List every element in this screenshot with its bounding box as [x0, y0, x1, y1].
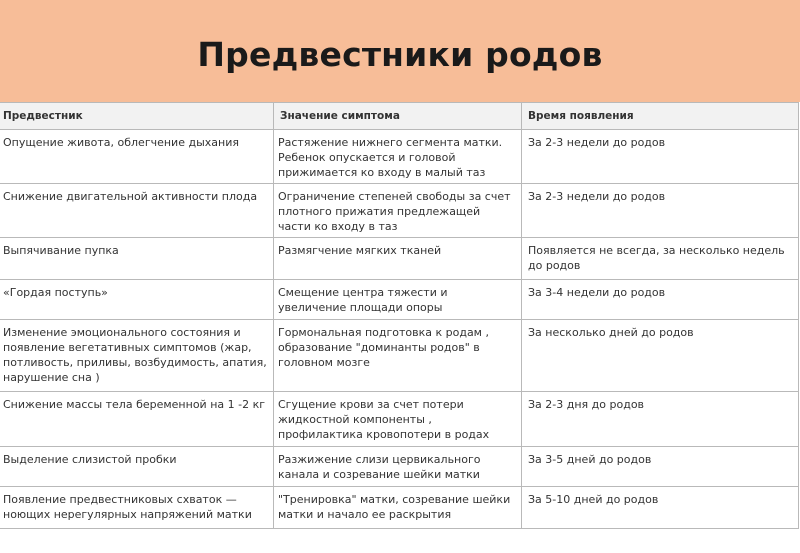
cell-precursor: Опущение живота, облегчение дыхания [0, 130, 274, 184]
table-row [0, 238, 799, 280]
table-row [0, 130, 799, 184]
cell-onset-time: Появляется не всегда, за несколько недель до родов [522, 238, 799, 280]
cell-onset-time: За 2-3 недели до родов [522, 184, 799, 238]
cell-symptom-meaning: Разжижение слизи цервикального канала и созревание шейки матки [274, 447, 522, 487]
cell-precursor: Появление предвестниковых схваток — ноющих нерегулярных напряжений матки [0, 487, 274, 529]
table-row [0, 487, 799, 529]
table-row [0, 320, 799, 392]
cell-onset-time: За 2-3 дня до родов [522, 392, 799, 447]
cell-symptom-meaning: Сгущение крови за счет потери жидкостной компоненты , профилактика кровопотери в родах [274, 392, 522, 447]
cell-symptom-meaning: Размягчение мягких тканей [274, 238, 522, 280]
page-title: Предвестники родов [197, 34, 603, 74]
cell-precursor: Снижение двигательной активности плода [0, 184, 274, 238]
cell-precursor: Выделение слизистой пробки [0, 447, 274, 487]
header-symptom-meaning: Значение симптома [274, 103, 522, 130]
cell-precursor: Снижение массы тела беременной на 1 -2 кг [0, 392, 274, 447]
cell-symptom-meaning: Растяжение нижнего сегмента матки. Ребенок опускается и головой прижимается ко входу в малый таз [274, 130, 522, 184]
table-row [0, 392, 799, 447]
cell-symptom-meaning: Смещение центра тяжести и увеличение площади опоры [274, 280, 522, 320]
precursors-table [0, 102, 799, 529]
cell-symptom-meaning: "Тренировка" матки, созревание шейки матки и начало ее раскрытия [274, 487, 522, 529]
cell-precursor: «Гордая поступь» [0, 280, 274, 320]
cell-onset-time: За 5-10 дней до родов [522, 487, 799, 529]
header-onset-time: Время появления [522, 103, 799, 130]
header-precursor: Предвестник [0, 103, 274, 130]
table-container [0, 102, 800, 553]
title-banner [0, 0, 800, 102]
cell-onset-time: За несколько дней до родов [522, 320, 799, 392]
cell-onset-time: За 2-3 недели до родов [522, 130, 799, 184]
cell-onset-time: За 3-4 недели до родов [522, 280, 799, 320]
table-header-row [0, 103, 799, 130]
cell-symptom-meaning: Гормональная подготовка к родам , образование "доминанты родов" в головном мозге [274, 320, 522, 392]
cell-precursor: Изменение эмоционального состояния и появление вегетативных симптомов (жар, потливость, приливы, возбудимость, апатия, нарушение сна ) [0, 320, 274, 392]
cell-precursor: Выпячивание пупка [0, 238, 274, 280]
table-row [0, 280, 799, 320]
cell-onset-time: За 3-5 дней до родов [522, 447, 799, 487]
cell-symptom-meaning: Ограничение степеней свободы за счет плотного прижатия предлежащей части ко входу в таз [274, 184, 522, 238]
table-row [0, 184, 799, 238]
table-row [0, 447, 799, 487]
